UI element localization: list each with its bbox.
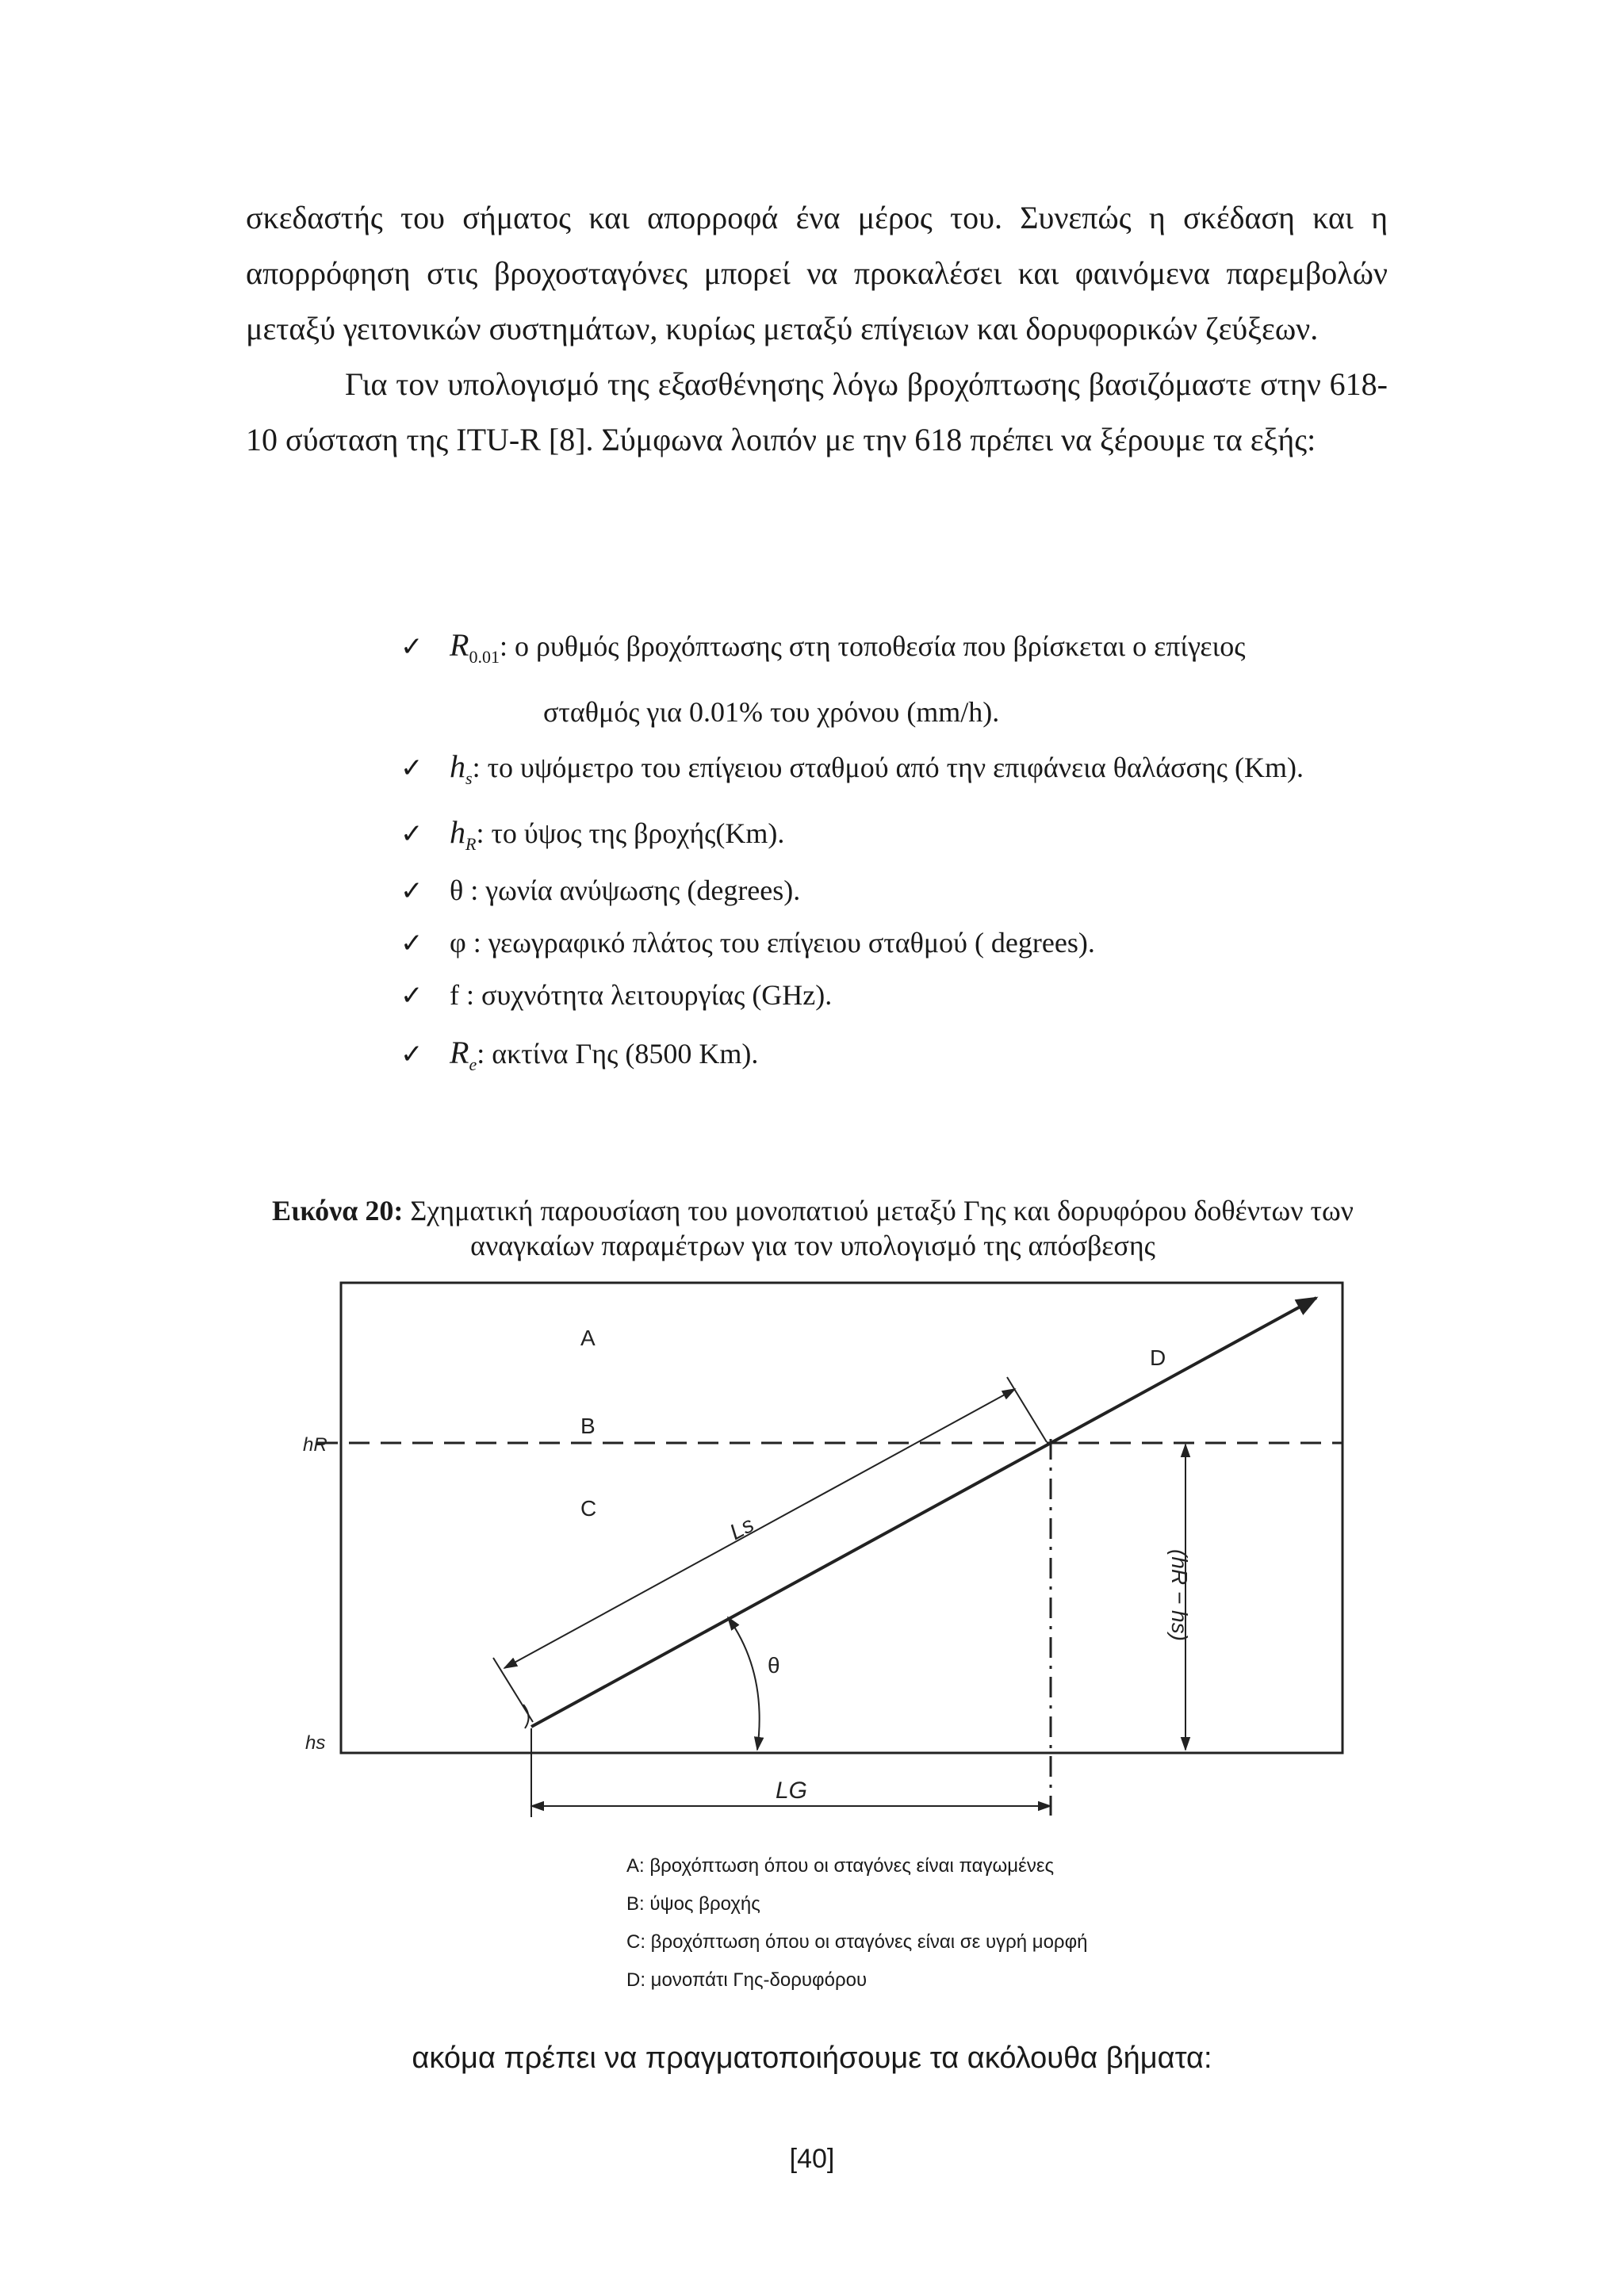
text-f: f : συχνότητα λειτουργίας (GHz). bbox=[450, 979, 833, 1011]
legend-item-c: C: βροχόπτωση όπου οι σταγόνες είναι σε υγρή μορφή bbox=[626, 1931, 1088, 1953]
label-lg: LG bbox=[776, 1777, 808, 1804]
symbol-re: $R_e$ bbox=[450, 1035, 477, 1074]
label-ls: Ls bbox=[725, 1511, 758, 1545]
label-d: D bbox=[1150, 1345, 1166, 1370]
symbol-r001: $R_{0.01}$ bbox=[450, 627, 500, 667]
symbol-hr: $h_R$ bbox=[450, 814, 477, 854]
diagram-frame bbox=[341, 1283, 1342, 1753]
label-theta: θ bbox=[768, 1653, 780, 1678]
label-hs: hs bbox=[305, 1732, 326, 1754]
page-number: [40] bbox=[789, 2144, 835, 2174]
list-item-r001-continuation: σταθμός για 0.01% του χρόνου (mm/h). bbox=[543, 696, 1000, 728]
checkmark-icon: ✓ bbox=[400, 928, 423, 959]
paragraph-2: Για τον υπολογισμό της εξασθένησης λόγω βροχόπτωσης βασιζόμαστε στην 618-10 σύσταση της ITU-R [8]. Σύμφωνα λοιπόν με την 618 πρέπει να ξέρουμε τα εξής: bbox=[246, 366, 1388, 457]
legend-item-b: B: ύψος βροχής bbox=[626, 1893, 760, 1915]
checkmark-icon: ✓ bbox=[400, 875, 423, 907]
elevation-angle-arc bbox=[728, 1617, 760, 1750]
text-hr: : το ύψος της βροχής(Km). bbox=[476, 817, 785, 849]
earth-satellite-path bbox=[531, 1298, 1316, 1727]
checkmark-icon: ✓ bbox=[400, 1039, 423, 1070]
label-a: A bbox=[580, 1326, 596, 1350]
label-height: (hR − hs) bbox=[1167, 1549, 1192, 1641]
label-hr: hR bbox=[303, 1434, 327, 1456]
text-re: : ακτίνα Γης (8500 Km). bbox=[477, 1038, 759, 1070]
symbol-hs: $h_s$ bbox=[450, 748, 473, 788]
label-c: C bbox=[580, 1496, 597, 1521]
text-hs: : το υψόμετρο του επίγειου σταθμού από την επιφάνεια θαλάσσης (Km). bbox=[472, 752, 1304, 783]
label-b: B bbox=[580, 1414, 596, 1438]
outro-text: ακόμα πρέπει να πραγματοποιήσουμε τα ακόλουθα βήματα: bbox=[412, 2042, 1212, 2075]
legend-item-a: A: βροχόπτωση όπου οι σταγόνες είναι παγωμένες bbox=[626, 1855, 1055, 1877]
caption-text: Σχηματική παρουσίαση του μονοπατιού μεταξύ Γης και δορυφόρου δοθέντων των αναγκαίων παραμέτρων για τον υπολογισμό της απόσβεσης bbox=[403, 1195, 1354, 1261]
text-theta: θ : γωνία ανύψωσης (degrees). bbox=[450, 874, 801, 906]
checkmark-icon: ✓ bbox=[400, 631, 423, 663]
checkmark-icon: ✓ bbox=[400, 980, 423, 1012]
checkmark-icon: ✓ bbox=[400, 818, 423, 850]
checkmark-icon: ✓ bbox=[400, 752, 423, 784]
text-r001: : ο ρυθμός βροχόπτωσης στη τοποθεσία που βρίσκεται ο επίγειος bbox=[499, 630, 1246, 662]
slant-tick-top bbox=[1007, 1377, 1047, 1442]
caption-label: Εικόνα 20: bbox=[272, 1195, 404, 1226]
text-phi: φ : γεωγραφικό πλάτος του επίγειου σταθμού ( degrees). bbox=[450, 927, 1095, 959]
legend-item-d: D: μονοπάτι Γης-δορυφόρου bbox=[626, 1969, 868, 1991]
paragraph-1: σκεδαστής του σήματος και απορροφά ένα μέρος του. Συνεπώς η σκέδαση και η απορρόφηση στις βροχοσταγόνες μπορεί να προκαλέσει και φαινόμενα παρεμβολών μεταξύ γειτονικών συστημάτων, κυρίως μεταξύ επίγειων και δορυφορικών ζεύξεων. bbox=[246, 200, 1388, 346]
